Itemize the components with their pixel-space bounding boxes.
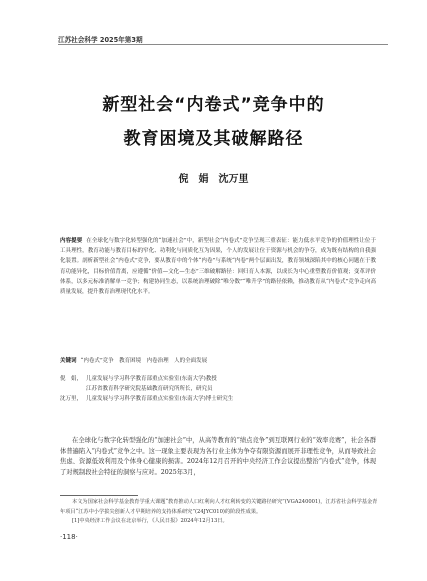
body-paragraph: 在全球化与数字化转型强化的“加速社会”中，从高等教育的“绩点竞争”到互联网行业的“效率竞赛”，社会各群体普遍陷入“内卷式”竞争之中。这一现象主要表现为各行业主体为争夺有限资源而展开非理性竞争，从而导致社会焦虑、资源低效利用及个体身心健康的损害。2024年12月召开的中央经济工作会议提出整治“内卷式”竞争，体现了对规制段社会特征的洞察与应对。2025年3月， — [60, 437, 376, 476]
affiliation-author-name: 沈万里， — [60, 396, 83, 402]
affiliation-author-name: 倪 娟， — [60, 376, 83, 382]
affiliation-line: 儿童发展与学习科学教育部重点实验室(东南大学)教授 — [86, 376, 217, 382]
page-number: ·118· — [60, 533, 78, 541]
affiliation-line: 儿童发展与学习科学教育部重点实验室(东南大学)博士研究生 — [86, 396, 234, 402]
abstract-label: 内容提要 — [60, 238, 83, 244]
header-divider — [58, 44, 388, 45]
author-affiliation-1 — [60, 374, 376, 394]
abstract-text: 在全球化与数字化转型强化的“加速社会”中，新型社会“内卷式”竞争呈现三重表征：能力低水平竞争的价值理性让位于工具理性，教育功能与教育目标的窄化、功利化与同质化互为因果，个人的发展让位于资源与机会的争夺，成为既有结构的自我强化装置。剖析新型社会“内卷式”竞争，要从教育中的个体“内卷”与系统“内卷”两个层面出发，教育领域深陷其中的核心问题在于教育功能异化，目标价值背离，应遵循“价值—文化—生态”三维破解路径：回归育人本源，以成长为中心重塑教育价值观；变革评价体系，以多元标准消解单一竞争；构建协同生态，以系统治理破除“唯分数”“唯升学”的路径依赖，推动教育从“内卷式”竞争走向高质量发展，提升教育治理现代化水平。 — [60, 238, 376, 296]
footnote-funding: 本文为国家社会科学基金教育学重大课题“教育推动人口红利向人才红利转变的关键路径研究”(VGA240001)，江苏省社会科学基金青年项目“江苏中小学拔尖创新人才早期培养的支持体系研究”(24JYC010)的阶段性成果。 — [60, 499, 378, 515]
article-authors: 倪 娟 沈万里 — [178, 174, 249, 185]
article-title-line-2: 教育困境及其破解路径 — [123, 129, 304, 149]
footnote-divider — [60, 495, 138, 496]
keywords-label: 关键词 — [60, 358, 77, 364]
footnote-reference-1: [1]中央经济工作会议在北京举行，《人民日报》2024年12月13日。 — [72, 518, 228, 524]
keywords-text: “内卷式”竞争 教育困境 内卷治理 人的全面发展 — [80, 358, 208, 364]
affiliation-line: 江苏省教育科学研究院基础教育研究所所长，研究员 — [86, 386, 213, 392]
keywords — [60, 356, 376, 366]
abstract — [60, 236, 376, 297]
article-title-line-1: 新型社会“内卷式”竞争中的 — [102, 95, 325, 115]
author-affiliation-2 — [60, 394, 376, 404]
journal-header: 江苏社会科学 2025年第3期 — [58, 36, 143, 44]
